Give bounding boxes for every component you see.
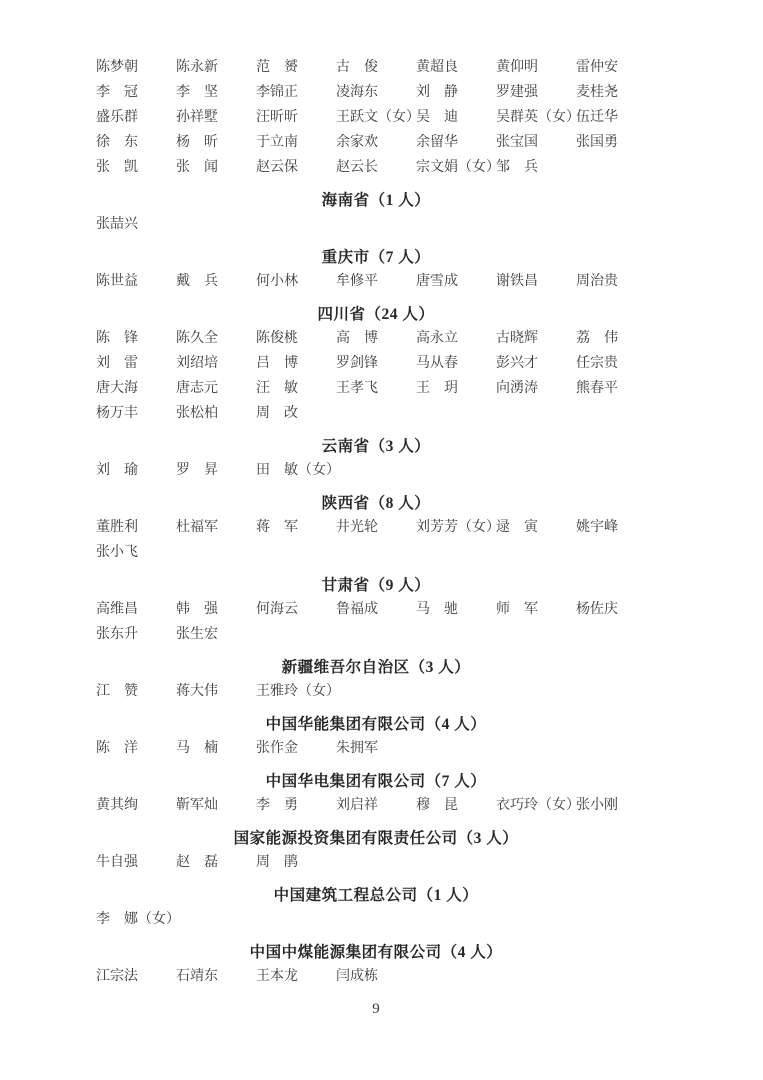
person-name: 张国勇: [576, 135, 618, 150]
person-name: 蒋大伟: [176, 684, 218, 699]
section-title: 中国建筑工程总公司（1 人）: [273, 887, 479, 904]
roster-section: [96, 828, 656, 875]
person-name: 任宗贵: [576, 356, 618, 371]
person-name: 李 冠: [96, 85, 138, 100]
person-name: 李 娜（女）: [96, 912, 180, 927]
person-name: 马从春: [416, 356, 458, 371]
name-row: [96, 376, 656, 401]
person-name: 唐志元: [176, 381, 218, 396]
person-name: 刘启祥: [336, 798, 378, 813]
section-title: 中国华电集团有限公司（7 人）: [265, 773, 487, 790]
section-title: 陕西省（8 人）: [321, 495, 431, 512]
person-name: 吴 迪: [416, 110, 458, 125]
person-name: 闫成栋: [336, 969, 378, 984]
person-name: 姚宇峰: [576, 520, 618, 535]
person-name: 刘 静: [416, 85, 458, 100]
section-title: 四川省（24 人）: [317, 306, 435, 323]
section-title: 重庆市（7 人）: [321, 249, 431, 266]
person-name: 于立南: [256, 135, 298, 150]
name-row: [96, 736, 656, 761]
person-name: 余留华: [416, 135, 458, 150]
person-name: 靳军灿: [176, 798, 218, 813]
person-name: 刘绍培: [176, 356, 218, 371]
name-row: [96, 80, 656, 105]
person-name: 王 玥: [416, 381, 458, 396]
person-name: 张 凯: [96, 160, 138, 175]
person-name: 牛自强: [96, 855, 138, 870]
person-name: 穆 昆: [416, 798, 458, 813]
roster-section: [96, 55, 656, 180]
person-name: 刘 雷: [96, 356, 138, 371]
person-name: 杨 昕: [176, 135, 218, 150]
person-name: 杜福军: [176, 520, 218, 535]
person-name: 王跃文（女）: [336, 110, 420, 125]
person-name: 马 驰: [416, 602, 458, 617]
person-name: 熊春平: [576, 381, 618, 396]
person-name: 王孝飞: [336, 381, 378, 396]
person-name: 张宝国: [496, 135, 538, 150]
person-name: 李 坚: [176, 85, 218, 100]
person-name: 黄超良: [416, 60, 458, 75]
person-name: 马 楠: [176, 741, 218, 756]
roster-section: [96, 771, 656, 818]
person-name: 井光轮: [336, 520, 378, 535]
person-name: 凌海东: [336, 85, 378, 100]
person-name: 高 博: [336, 331, 378, 346]
person-name: 赵 磊: [176, 855, 218, 870]
person-name: 宗文娟（女）: [416, 160, 500, 175]
name-row: [96, 793, 656, 818]
person-name: 陈 锋: [96, 331, 138, 346]
section-title: 新疆维吾尔自治区（3 人）: [281, 659, 471, 676]
name-row: [96, 597, 656, 622]
name-row: [96, 269, 656, 294]
person-name: 罗 昇: [176, 463, 218, 478]
section-title: 国家能源投资集团有限责任公司（3 人）: [233, 830, 519, 847]
person-name: 鲁福成: [336, 602, 378, 617]
person-name: 古晓辉: [496, 331, 538, 346]
person-name: 张喆兴: [96, 217, 138, 232]
person-name: 张东升: [96, 627, 138, 642]
person-name: 孙祥墅: [176, 110, 218, 125]
person-name: 田 敏（女）: [256, 463, 340, 478]
person-name: 邹 兵: [496, 160, 538, 175]
person-name: 伍迁华: [576, 110, 618, 125]
name-row: [96, 105, 656, 130]
person-name: 陈永新: [176, 60, 218, 75]
name-row: [96, 540, 656, 565]
person-name: 张 闻: [176, 160, 218, 175]
person-name: 向湧涛: [496, 381, 538, 396]
roster-section: [96, 436, 656, 483]
person-name: 徐 东: [96, 135, 138, 150]
person-name: 陈俊桃: [256, 331, 298, 346]
person-name: 周 改: [256, 406, 298, 421]
name-row: [96, 401, 656, 426]
name-row: [96, 964, 656, 989]
person-name: 刘 瑜: [96, 463, 138, 478]
person-name: 董胜利: [96, 520, 138, 535]
person-name: 范 赟: [256, 60, 298, 75]
person-name: 罗建强: [496, 85, 538, 100]
roster-section: [96, 885, 656, 932]
person-name: 赵云保: [256, 160, 298, 175]
person-name: 李 勇: [256, 798, 298, 813]
person-name: 何海云: [256, 602, 298, 617]
name-row: [96, 515, 656, 540]
person-name: 衣巧玲（女）: [496, 798, 580, 813]
person-name: 谢铁昌: [496, 274, 538, 289]
roster-section: [96, 657, 656, 704]
name-row: [96, 622, 656, 647]
person-name: 逯 寅: [496, 520, 538, 535]
person-name: 汪 敏: [256, 381, 298, 396]
person-name: 何小林: [256, 274, 298, 289]
name-row: [96, 55, 656, 80]
person-name: 陈梦朝: [96, 60, 138, 75]
person-name: 汪昕昕: [256, 110, 298, 125]
person-name: 罗剑锋: [336, 356, 378, 371]
person-name: 张松柏: [176, 406, 218, 421]
person-name: 王雅玲（女）: [256, 684, 340, 699]
person-name: 高维昌: [96, 602, 138, 617]
person-name: 张生宏: [176, 627, 218, 642]
person-name: 高永立: [416, 331, 458, 346]
person-name: 石靖东: [176, 969, 218, 984]
section-title: 中国华能集团有限公司（4 人）: [265, 716, 487, 733]
name-row: [96, 155, 656, 180]
person-name: 蒋 军: [256, 520, 298, 535]
name-row: [96, 907, 656, 932]
person-name: 雷仲安: [576, 60, 618, 75]
person-name: 黄其绚: [96, 798, 138, 813]
person-name: 周治贵: [576, 274, 618, 289]
person-name: 黄仰明: [496, 60, 538, 75]
person-name: 陈世益: [96, 274, 138, 289]
person-name: 杨佐庆: [576, 602, 618, 617]
section-title: 云南省（3 人）: [321, 438, 431, 455]
person-name: 唐雪成: [416, 274, 458, 289]
section-title: 海南省（1 人）: [321, 192, 431, 209]
person-name: 师 军: [496, 602, 538, 617]
person-name: 荔 伟: [576, 331, 618, 346]
roster-section: [96, 493, 656, 565]
section-title: 甘肃省（9 人）: [321, 577, 431, 594]
name-row: [96, 679, 656, 704]
person-name: 麦桂尧: [576, 85, 618, 100]
person-name: 吕 博: [256, 356, 298, 371]
name-row: [96, 212, 656, 237]
name-row: [96, 326, 656, 351]
person-name: 张小飞: [96, 545, 138, 560]
page-number: 9: [372, 1001, 380, 1017]
person-name: 古 俊: [336, 60, 378, 75]
person-name: 彭兴才: [496, 356, 538, 371]
person-name: 吴群英（女）: [496, 110, 580, 125]
name-row: [96, 351, 656, 376]
person-name: 江宗法: [96, 969, 138, 984]
person-name: 江 赞: [96, 684, 138, 699]
section-title: 中国中煤能源集团有限公司（4 人）: [249, 944, 503, 961]
roster-section: [96, 942, 656, 989]
person-name: 戴 兵: [176, 274, 218, 289]
name-row: [96, 130, 656, 155]
roster-section: [96, 304, 656, 426]
person-name: 王本龙: [256, 969, 298, 984]
person-name: 张作金: [256, 741, 298, 756]
person-name: 陈 洋: [96, 741, 138, 756]
person-name: 杨万丰: [96, 406, 138, 421]
roster-section: [96, 247, 656, 294]
person-name: 朱拥军: [336, 741, 378, 756]
person-name: 张小刚: [576, 798, 618, 813]
roster-section: [96, 190, 656, 237]
name-row: [96, 850, 656, 875]
person-name: 刘芳芳（女）: [416, 520, 500, 535]
name-list: [96, 55, 656, 989]
person-name: 周 鹃: [256, 855, 298, 870]
person-name: 牟修平: [336, 274, 378, 289]
person-name: 李锦正: [256, 85, 298, 100]
person-name: 盛乐群: [96, 110, 138, 125]
name-row: [96, 458, 656, 483]
person-name: 韩 强: [176, 602, 218, 617]
person-name: 唐大海: [96, 381, 138, 396]
person-name: 余家欢: [336, 135, 378, 150]
roster-section: [96, 575, 656, 647]
person-name: 陈久全: [176, 331, 218, 346]
roster-section: [96, 714, 656, 761]
person-name: 赵云长: [336, 160, 378, 175]
